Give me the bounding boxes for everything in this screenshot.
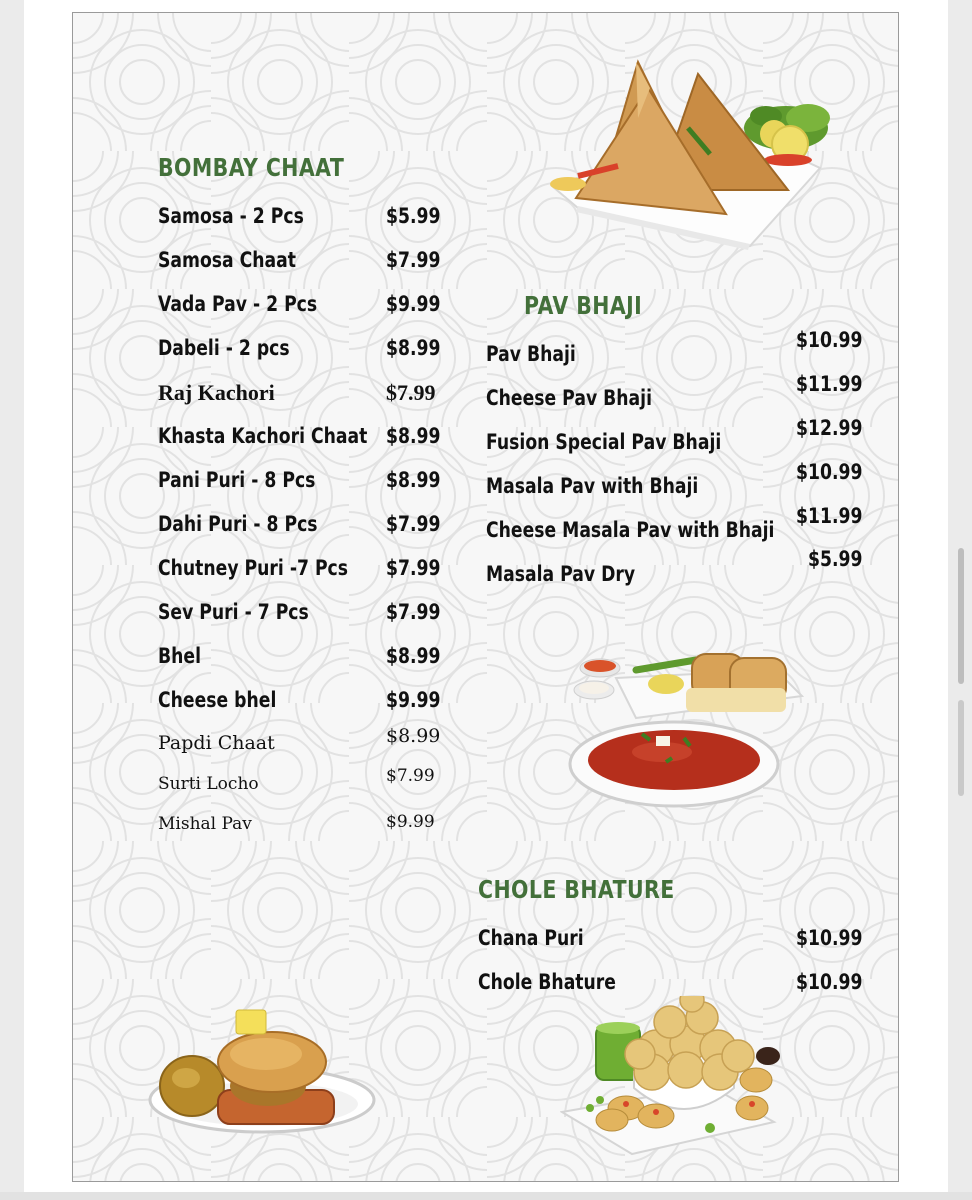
menu-item-price: $10.99 (796, 328, 863, 352)
menu-item-name: Chutney Puri -7 Pcs (158, 556, 349, 580)
menu-item-name: Cheese Masala Pav with Bhaji (486, 518, 775, 542)
menu-item-name: Sev Puri - 7 Pcs (158, 600, 309, 624)
menu-item-price: $10.99 (796, 926, 863, 950)
menu-item-price: $12.99 (796, 416, 863, 440)
scrollbar-track-segment[interactable] (958, 700, 964, 796)
menu-item-name: Chole Bhature (478, 970, 616, 994)
menu-item-name: Samosa - 2 Pcs (158, 204, 304, 228)
pani-puri-platter-image (560, 996, 792, 1158)
menu-item-price: $9.99 (386, 688, 441, 712)
menu-item-price: $8.99 (386, 336, 441, 360)
bombay-chaat-heading: BOMBAY CHAAT (158, 153, 345, 182)
pav-bhaji-heading: PAV BHAJI (524, 291, 643, 320)
menu-item-price: $7.99 (386, 380, 436, 405)
bottom-edge-bar (0, 1192, 972, 1200)
menu-item-price: $7.99 (386, 600, 441, 624)
menu-item-price: $5.99 (386, 204, 441, 228)
menu-item-price: $8.99 (386, 725, 441, 747)
menu-item-name: Fusion Special Pav Bhaji (486, 430, 722, 454)
menu-item-name: Pani Puri - 8 Pcs (158, 468, 316, 492)
menu-item-name: Vada Pav - 2 Pcs (158, 292, 318, 316)
samosa-plate-image (538, 58, 838, 253)
menu-item-price: $5.99 (808, 547, 863, 571)
vada-pav-plate-image (146, 1004, 380, 1138)
menu-item-name: Dahi Puri - 8 Pcs (158, 512, 318, 536)
menu-item-name: Bhel (158, 644, 201, 668)
menu-item-name: Khasta Kachori Chaat (158, 424, 368, 448)
menu-item-price: $8.99 (386, 424, 441, 448)
menu-item-price: $8.99 (386, 644, 441, 668)
menu-item-price: $7.99 (386, 556, 441, 580)
menu-item-name: Masala Pav Dry (486, 562, 636, 586)
menu-item-price: $11.99 (796, 504, 863, 528)
menu-item-price: $8.99 (386, 468, 441, 492)
menu-item-price: $7.99 (386, 766, 435, 786)
menu-item-price: $10.99 (796, 460, 863, 484)
scrollbar-thumb[interactable] (958, 548, 964, 684)
menu-item-name: Papdi Chaat (158, 732, 275, 754)
menu-item-name: Raj Kachori (158, 380, 275, 405)
chole-bhature-heading: CHOLE BHATURE (478, 875, 675, 904)
menu-item-name: Cheese bhel (158, 688, 277, 712)
menu-item-name: Dabeli - 2 pcs (158, 336, 290, 360)
menu-item-name: Mishal Pav (158, 814, 252, 834)
menu-item-price: $9.99 (386, 292, 441, 316)
menu-item-name: Chana Puri (478, 926, 584, 950)
menu-item-price: $7.99 (386, 248, 441, 272)
menu-item-name: Samosa Chaat (158, 248, 297, 272)
menu-item-name: Cheese Pav Bhaji (486, 386, 652, 410)
menu-item-name: Masala Pav with Bhaji (486, 474, 699, 498)
menu-item-price: $9.99 (386, 812, 435, 832)
menu-item-price: $7.99 (386, 512, 441, 536)
menu-item-price: $11.99 (796, 372, 863, 396)
pav-bhaji-plate-image (566, 636, 806, 810)
menu-item-name: Pav Bhaji (486, 342, 576, 366)
menu-item-price: $10.99 (796, 970, 863, 994)
menu-item-name: Surti Locho (158, 774, 259, 794)
